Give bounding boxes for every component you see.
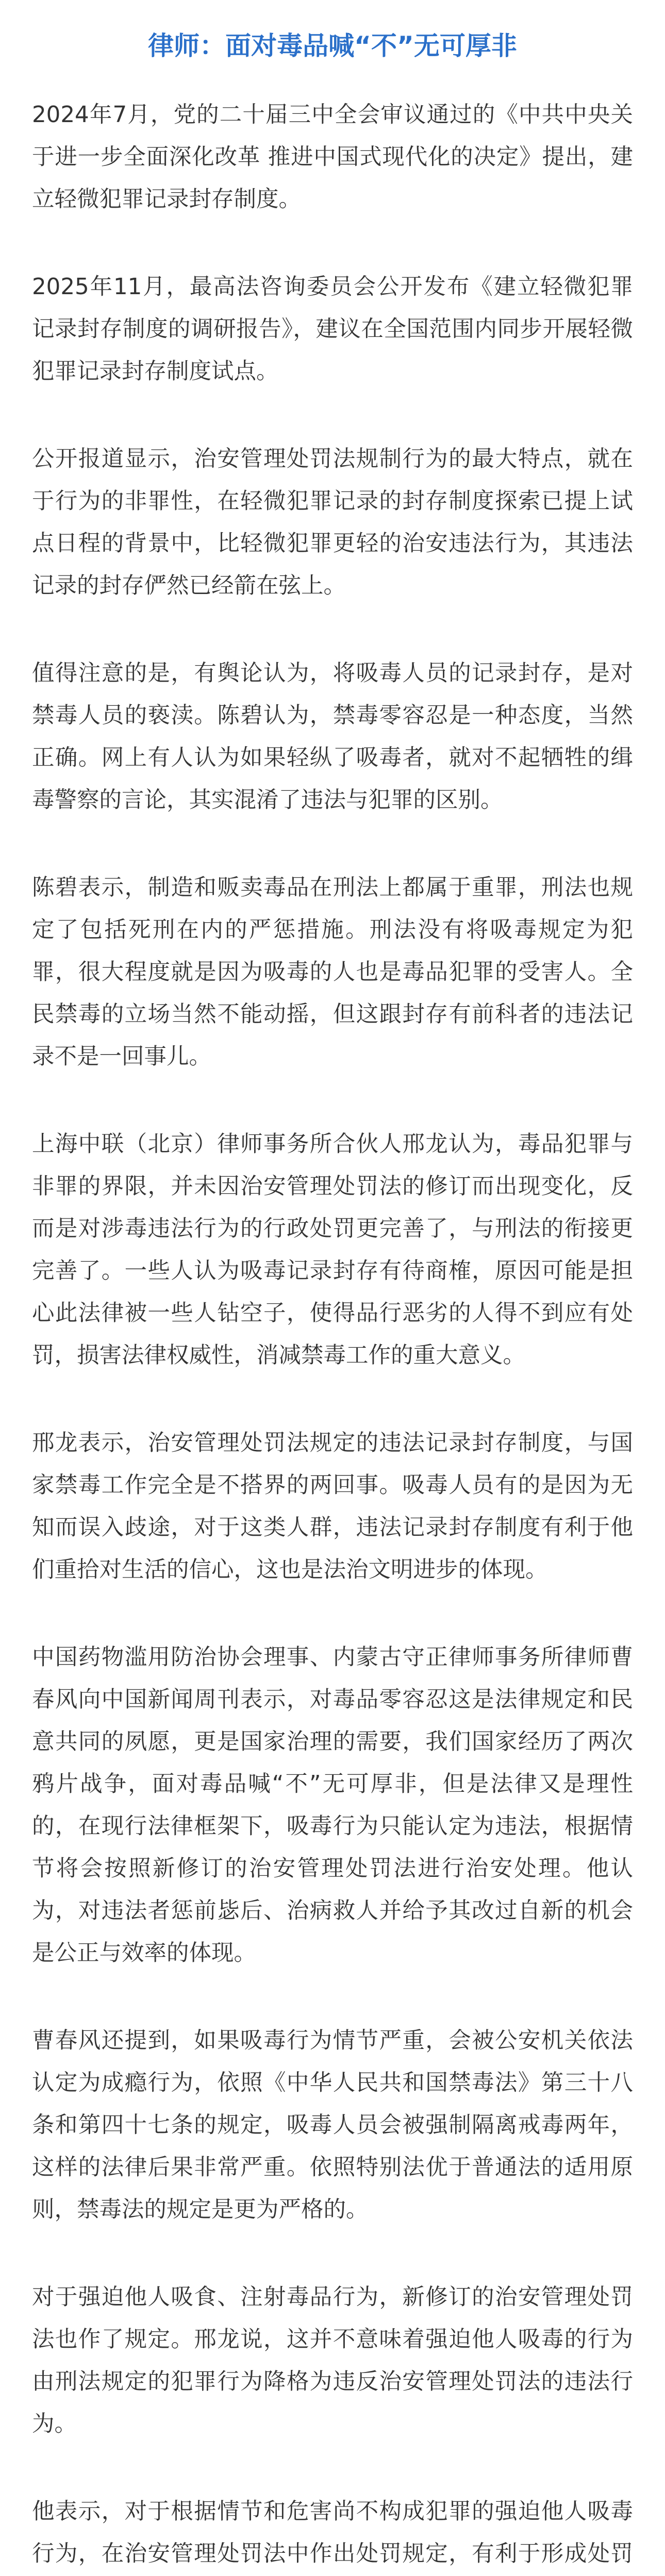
paragraph-10: 对于强迫他人吸食、注射毒品行为，新修订的治安管理处罚法也作了规定。邢龙说，这并不意味着强迫他人吸毒的行为由刑法规定的犯罪行为降格为违反治安管理处罚法的违法行为。 xyxy=(32,2284,633,2437)
paragraph-2: 2025年11月，最高法咨询委员会公开发布《建立轻微犯罪记录封存制度的调研报告》，建议在全国范围内同步开展轻微犯罪记录封存制度试点。 xyxy=(32,274,633,384)
article-title: 律师：面对毒品喊“不”无可厚非 xyxy=(148,31,517,61)
paragraph-11: 他表示，对于根据情节和危害尚不构成犯罪的强迫他人吸毒行为，在治安管理处罚法中作出处罚规定，有利于形成处罚 xyxy=(32,2499,633,2567)
paragraph-9: 曹春风还提到，如果吸毒行为情节严重，会被公安机关依法认定为成瘾行为，依照《中华人民共和国禁毒法》第三十八条和第四十七条的规定，吸毒人员会被强制隔离戒毒两年，这样的法律后果非常严重。依照特别法优于普通法的适用原则，禁毒法的规定是更为严格的。 xyxy=(32,2028,633,2223)
paragraph-4: 值得注意的是，有舆论认为，将吸毒人员的记录封存，是对禁毒人员的亵渎。陈碧认为，禁毒零容忍是一种态度，当然正确。网上有人认为如果轻纵了吸毒者，就对不起牺牲的缉毒警察的言论，其实混淆了违法与犯罪的区别。 xyxy=(32,660,633,813)
paragraph-8: 中国药物滥用防治协会理事、内蒙古守正律师事务所律师曹春风向中国新闻周刊表示，对毒品零容忍这是法律规定和民意共同的夙愿，更是国家治理的需要，我们国家经历了两次鸦片战争，面对毒品喊“不”无可厚非，但是法律又是理性的，在现行法律框架下，吸毒行为只能认定为违法，根据情节将会按照新修订的治安管理处罚法进行治安处理。他认为，对违法者惩前毖后、治病救人并给予其改过自新的机会是公正与效率的体现。 xyxy=(32,1645,633,1966)
paragraph-1: 2024年7月，党的二十届三中全会审议通过的《中共中央关于进一步全面深化改革 推进中国式现代化的决定》提出，建立轻微犯罪记录封存制度。 xyxy=(32,102,633,212)
paragraph-7: 邢龙表示，治安管理处罚法规定的违法记录封存制度，与国家禁毒工作完全是不搭界的两回事。吸毒人员有的是因为无知而误入歧途，对于这类人群，违法记录封存制度有利于他们重拾对生活的信心，这也是法治文明进步的体现。 xyxy=(32,1430,633,1583)
paragraph-3: 公开报道显示，治安管理处罚法规制行为的最大特点，就在于行为的非罪性，在轻微犯罪记录的封存制度探索已提上试点日程的背景中，比轻微犯罪更轻的治安违法行为，其违法记录的封存俨然已经箭在弦上。 xyxy=(32,446,633,599)
paragraph-5: 陈碧表示，制造和贩卖毒品在刑法上都属于重罪，刑法也规定了包括死刑在内的严惩措施。刑法没有将吸毒规定为犯罪，很大程度就是因为吸毒的人也是毒品犯罪的受害人。全民禁毒的立场当然不能动摇，但这跟封存有前科者的违法记录不是一回事儿。 xyxy=(32,875,633,1070)
paragraph-6: 上海中联（北京）律师事务所合伙人邢龙认为，毒品犯罪与非罪的界限，并未因治安管理处罚法的修订而出现变化，反而是对涉毒违法行为的行政处罚更完善了，与刑法的衔接更完善了。一些人认为吸毒记录封存有待商榷，原因可能是担心此法律被一些人钻空子，使得品行恶劣的人得不到应有处罚，损害法律权威性，消减禁毒工作的重大意义。 xyxy=(32,1131,633,1368)
